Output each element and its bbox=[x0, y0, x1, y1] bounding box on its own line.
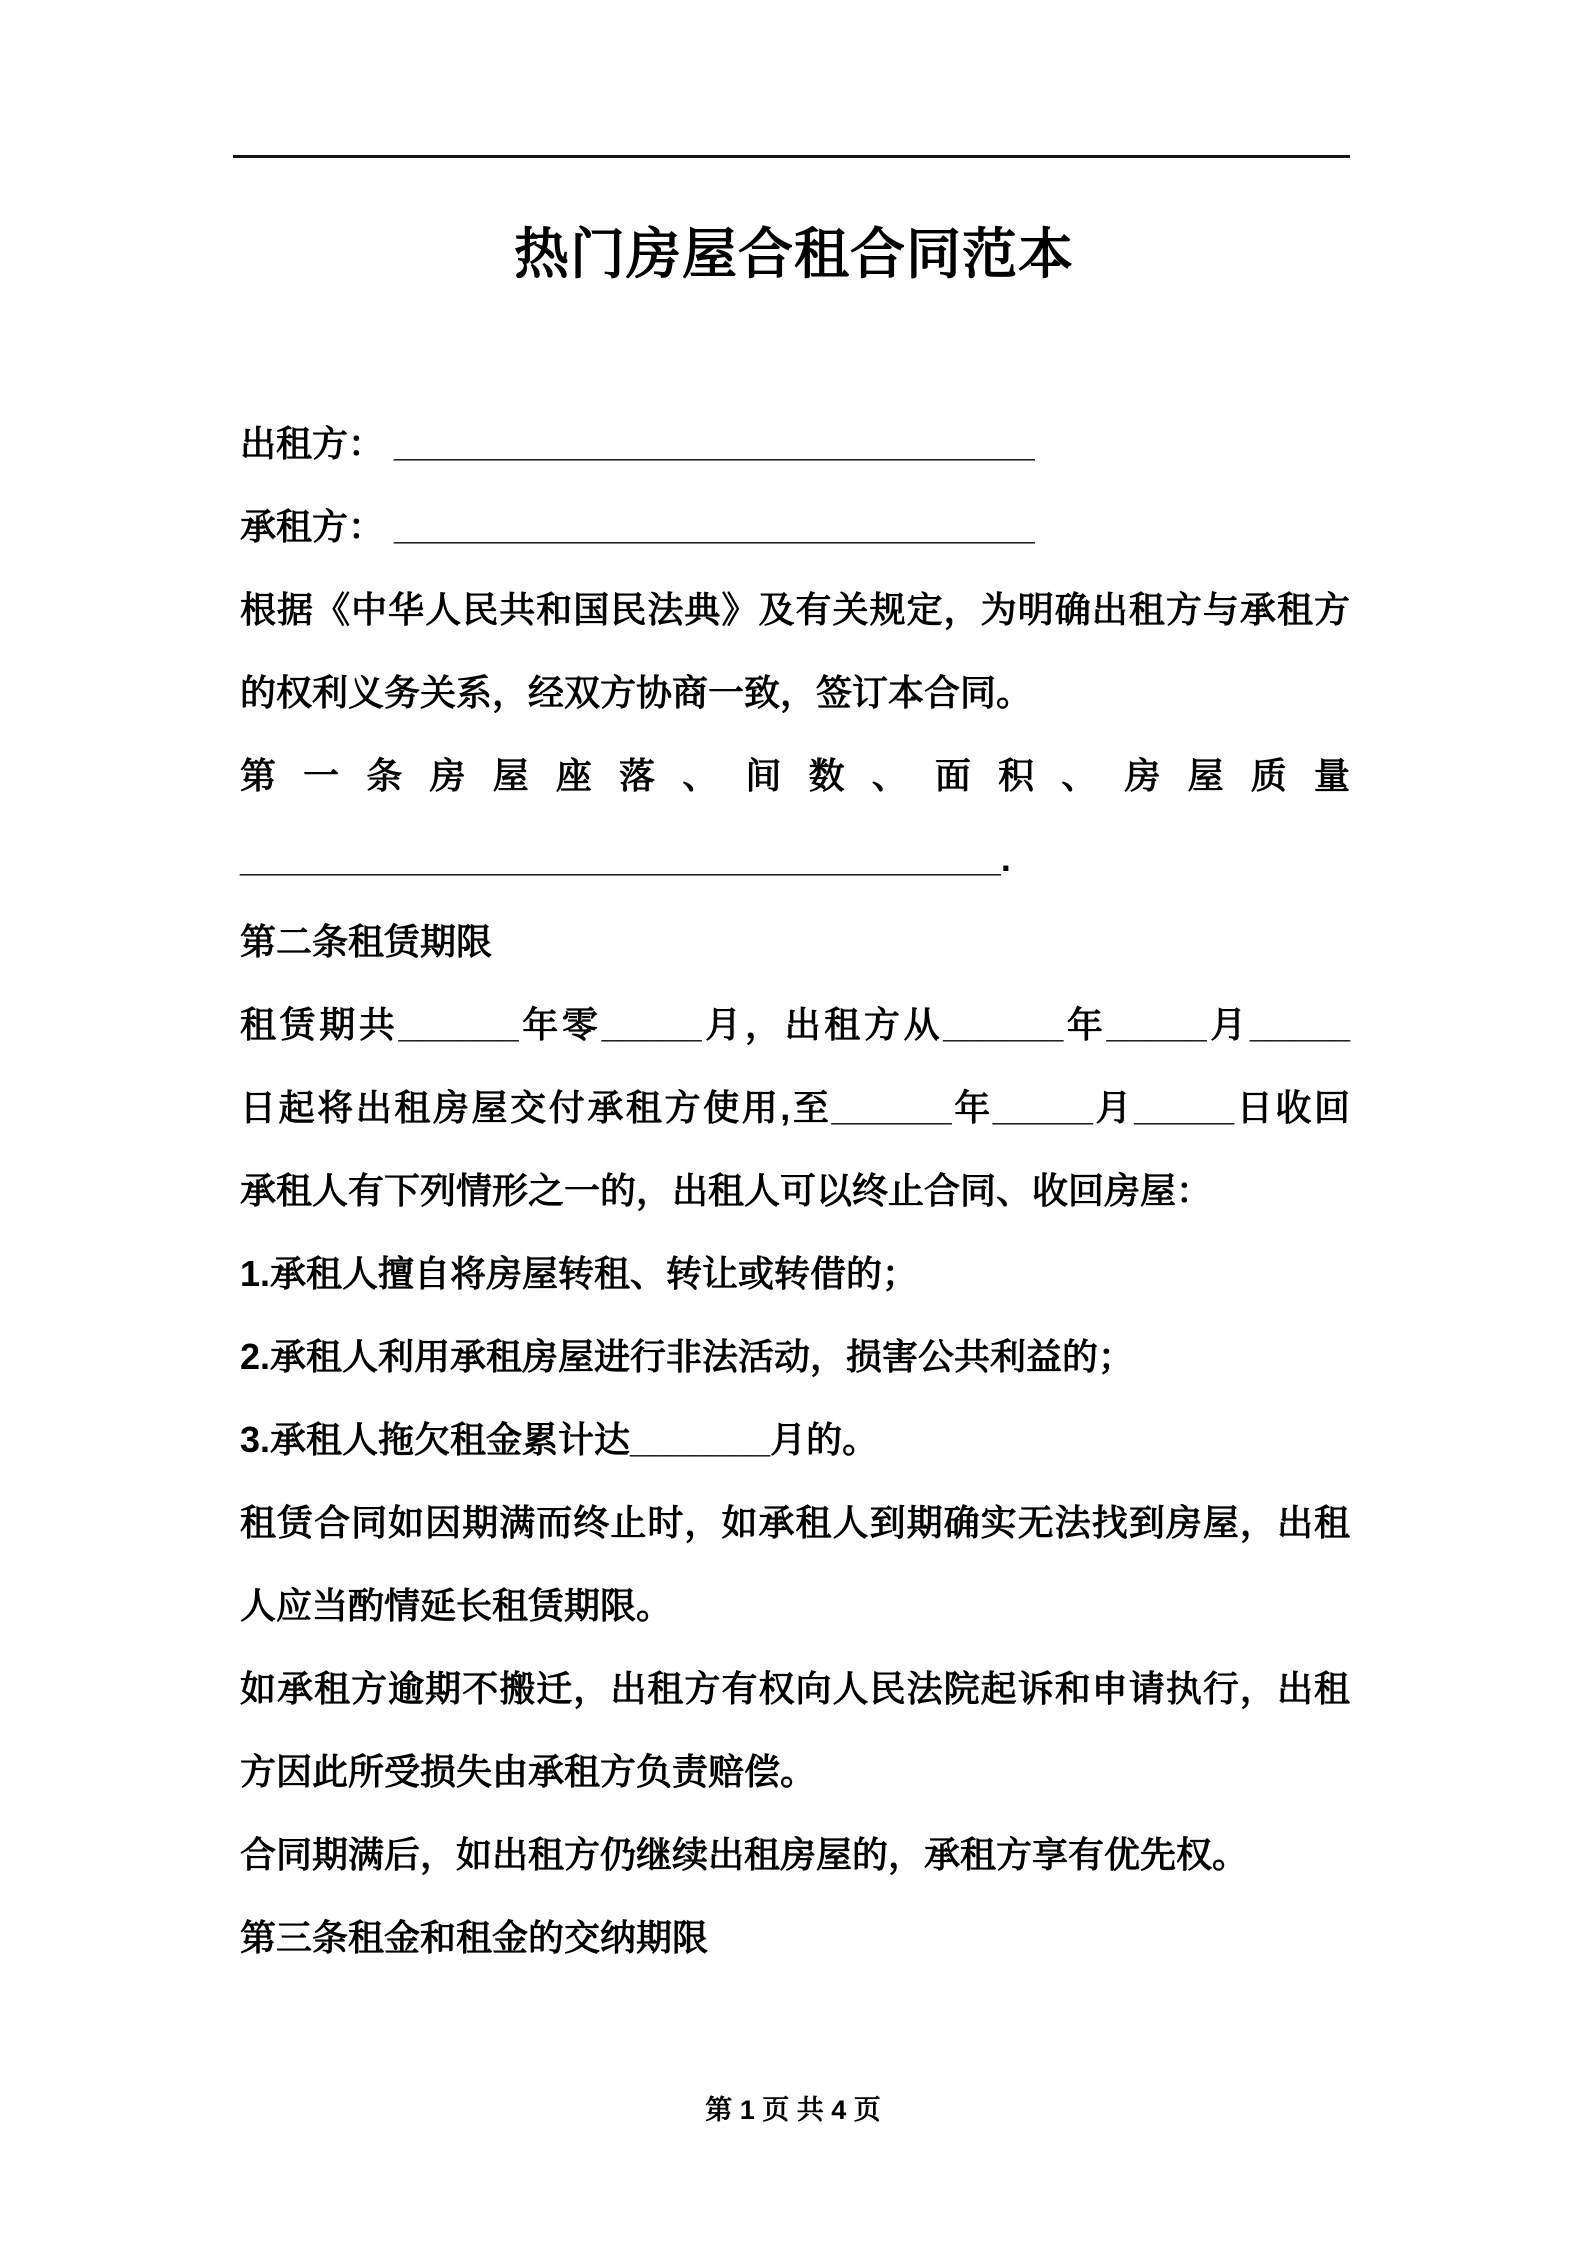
doc-line: 3.承租人拖欠租金累计达_______月的。 bbox=[240, 1419, 879, 1460]
doc-line: ______________________________________. bbox=[240, 838, 1011, 879]
doc-line: 第二条租赁期限 bbox=[240, 921, 493, 962]
doc-line: 日起将出租房屋交付承租方使用,至______年_____月_____日收回 bbox=[240, 1087, 1350, 1128]
doc-line: 承租人有下列情形之一的，出租人可以终止合同、收回房屋： bbox=[240, 1170, 1213, 1211]
doc-line: 租赁期共______年零_____月，出租方从______年_____月_____ bbox=[240, 1004, 1350, 1045]
doc-line: 第三条租金和租金的交纳期限 bbox=[240, 1917, 709, 1958]
doc-line: 方因此所受损失由承租方负责赔偿。 bbox=[240, 1751, 817, 1792]
doc-line: 人应当酌情延长租赁期限。 bbox=[240, 1585, 673, 1626]
doc-line: 根据《中华人民共和国民法典》及有关规定，为明确出租方与承租方 bbox=[240, 589, 1350, 630]
doc-line: 合同期满后，如出租方仍继续出租房屋的，承租方享有优先权。 bbox=[240, 1834, 1249, 1875]
page-number: 第 1 页 共 4 页 bbox=[705, 2095, 881, 2125]
doc-line: 第 一 条 房 屋 座 落 、 间 数 、 面 积 、 房 屋 质 量 bbox=[240, 755, 1350, 796]
doc-line: 2.承租人利用承租房屋进行非法活动，损害公共利益的； bbox=[240, 1336, 1135, 1377]
doc-line: 租赁合同如因期满而终止时，如承租人到期确实无法找到房屋，出租 bbox=[240, 1502, 1350, 1543]
doc-line: 如承租方逾期不搬迁，出租方有权向人民法院起诉和申请执行，出租 bbox=[240, 1668, 1350, 1709]
doc-line: 1.承租人擅自将房屋转租、转让或转借的； bbox=[240, 1253, 919, 1294]
doc-line: 承租方： ________________________________ bbox=[240, 506, 1035, 547]
document-body bbox=[240, 402, 1350, 1979]
doc-line: 出租方： ________________________________ bbox=[240, 423, 1035, 464]
page-title: 热门房屋合租合同范本 bbox=[513, 223, 1074, 285]
doc-line: 的权利义务关系，经双方协商一致，签订本合同。 bbox=[240, 672, 1033, 713]
header-rule bbox=[233, 155, 1350, 158]
